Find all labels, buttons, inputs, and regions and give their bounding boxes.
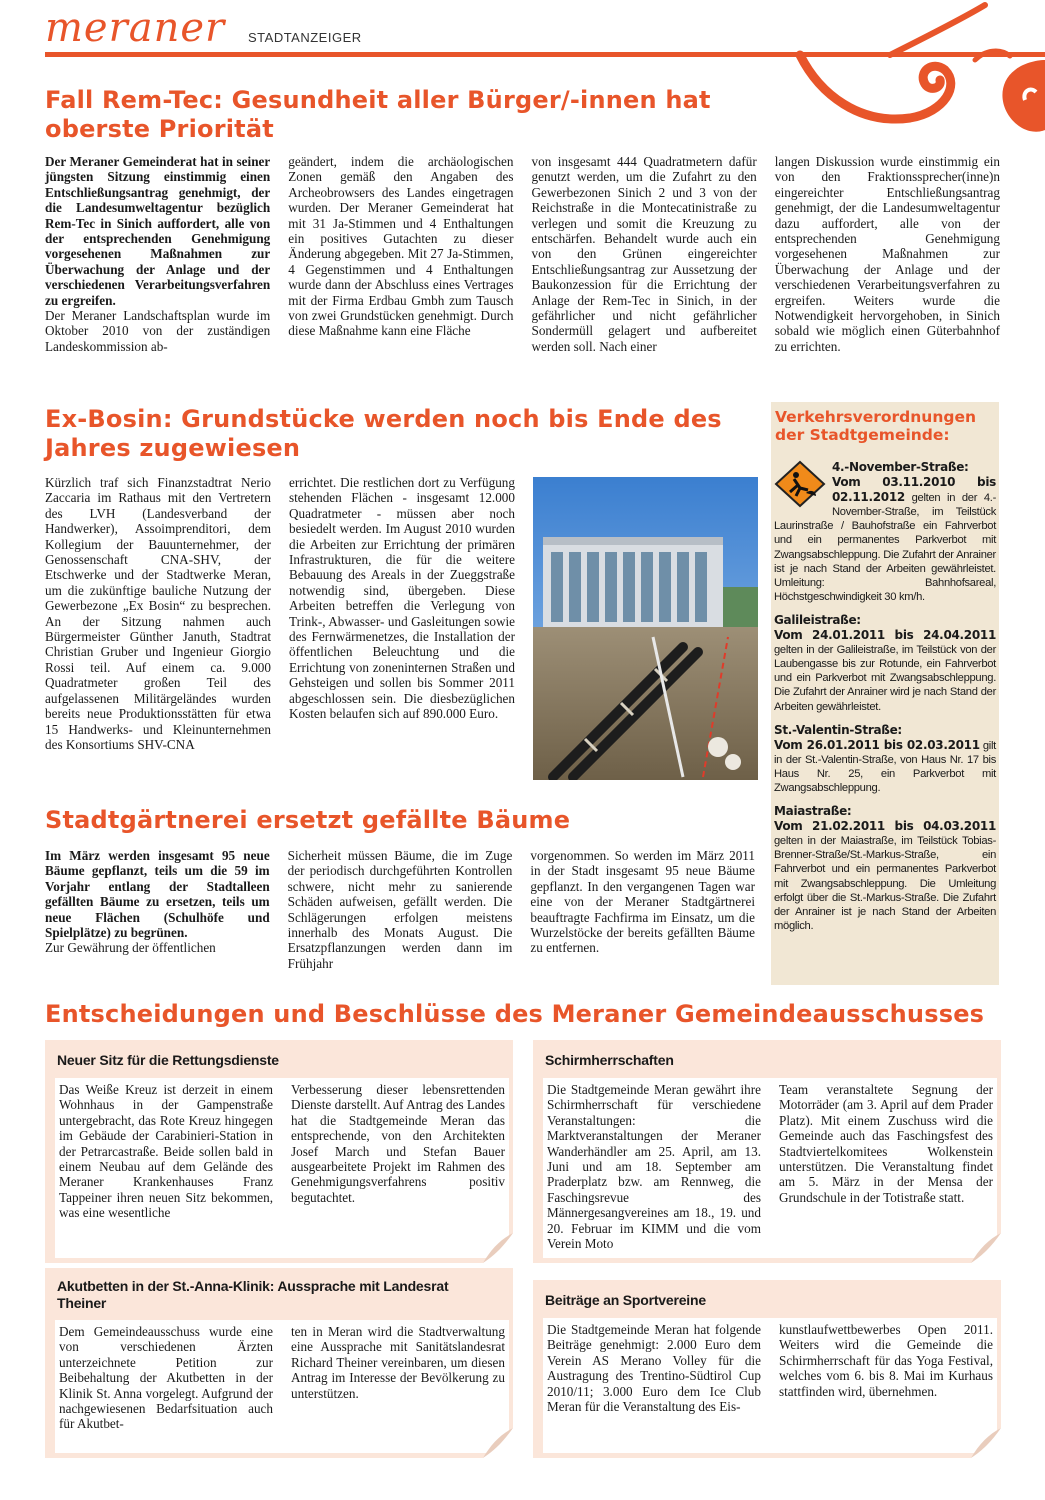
article-2-title: Ex-Bosin: Grundstücke werden noch bis Ende des Jahres zugewiesen [45,405,722,462]
article-1-col1: Der Meraner Landschaftsplan wurde im Oktober 2010 von der zuständigen Landeskommission ab- [45,308,271,354]
notice-dates: Vom 24.01.2011 bis 24.04.2011 [774,628,996,643]
notice-text: gelten in der Maiastraße, im Teilstück Tobias-Brenner-Straße/St.-Markus-Straße, ein Fahrverbot und ein permanentes Parkverbot mit Zwangsabschleppung. Die Umleitung erfolgt über die St.-Markus-Straße. Die Zufahrt der Anrainer ist je nach Stand der Arbeiten möglich. [774,835,996,932]
info-box-rescue-services [45,1040,513,1263]
notice-item [774,460,996,604]
notice-street: Galileistraße: [774,612,861,627]
notice-street: Maiastraße: [774,804,852,819]
article-3-title: Stadtgärtnerei ersetzt gefällte Bäume [45,806,571,834]
traffic-notices-box [771,402,999,985]
info-box-col1: Die Stadtgemeinde Meran hat folgende Beiträge genehmigt: 2.000 Euro dem Verein AS Merano Volley für die Austragung des Trentino-Südtirol Cup 2010/11; 3.000 Euro dem Ice Club Meran für die Veranstaltung des Eis- [547,1322,761,1415]
masthead-logo: meraner [45,5,226,51]
article-1-col2: geändert, indem die archäologischen Zonen gemäß den Angaben des Archeobrowsers des Landes eingetragen wurden. Der Meraner Gemeinderat hat mit 31 Ja-Stimmen und 4 Enthaltungen ein positives Gutachten zu dieser Änderung abgegeben. Mit 27 Ja-Stimmen, 4 Gegenstimmen und 4 Enthaltungen wurde dann der Abschluss eines Vertrages mit der Firma Erdbau Gmbh zum Tausch von zwei Grundstücken genehmigt. Durch diese Maßnahme kann eine Fläche [288,154,514,339]
notice-dates: Vom 21.02.2011 bis 04.03.2011 [774,819,996,834]
info-box-acute-beds [45,1268,513,1458]
article-3-col3: vorgenommen. So werden im März 2011 in der Stadt insgesamt 95 neue Bäume gepflanzt. In den vergangenen Tagen war eine von der Meraner Stadtgärtnerei beauftragte Fachfirma im Einsatz, um die Wurzelstöcke der bereits gefällten Bäume zu entfernen. [530,848,756,956]
page-curl-icon [971,1233,1001,1263]
article-3-col1: Zur Gewährung der öffentlichen [45,940,216,956]
info-box-col2: kunstlaufwettbewerbes Open 2011. Weiters wird die Gemeinde die Schirmherrschaft für das Yoga Festival, welches vom 6. bis 8. Mai im Kurhaus stattfinden wird, übernehmen. [779,1322,993,1399]
info-box-patronages [533,1040,1001,1263]
notice-street: St.-Valentin-Straße: [774,722,902,737]
traffic-notices-title: Verkehrsverordnungen der Stadtgemeinde: [775,408,977,444]
article-3-body [45,848,755,971]
article-1-lead: Der Meraner Gemeinderat hat in seiner jüngsten Sitzung einstimmig einen Entschließungsantrag genehmigt, der die Landesumweltagentur bezüglich Rem-Tec in Sinich auffordert, alle von der entsprechenden Genehmigung vorgesehenen Maßnahmen zur Überwachung der Anlage und der verschiedenen Verarbeitungsverfahren zu ergreifen. [45,154,271,308]
roadworks-sign-icon [774,460,826,508]
notice-text: gelten in der 4.-November-Straße, im Teilstück Laurinstraße / Bauhofstraße ein Fahrverbot und ein permanentes Parkverbot mit Zwangsabschleppung. Die Zufahrt der Anrainer ist je nach Stand der Arbeiten gewährleistet. Umleitung: Bahnhofsareal, Höchstgeschwindigkeit 30 km/h. [774,492,996,603]
article-3-lead: Im März werden insgesamt 95 neue Bäume gepflanzt, teils um die 59 im Vorjahr entlang der Stadtalleen gefällten Bäume zu ersetzen, teils um neue Flächen (Schulhöfe und Spielplätze) zu begrünen. [45,848,270,941]
info-box-title: Neuer Sitz für die Rettungsdienste [57,1052,279,1068]
notice-text: gelten in der Galileistraße, im Teilstück von der Laubengasse bis zur Rotunde, ein Fahrverbot und ein Parkverbot mit Zwangsabschleppung. Die Zufahrt der Anrainer wird je nach Stand der Arbeiten gewährleistet. [774,644,996,713]
page-curl-icon [971,1428,1001,1458]
info-box-col1: Dem Gemeindeausschuss wurde eine von verschiedenen Ärzten unterzeichnete Petition zur Beibehaltung der Akutbetten in der Klinik St. Anna vorgelegt. Aufgrund der nachgewiesenen Bedarfsituation auch für Akutbet- [59,1324,273,1432]
article-2-col2: errichtet. Die restlichen dort zu Verfügung stehenden Flächen - insgesamt 12.000 Quadratmeter - müssen aber noch besiedelt werden. Im August 2010 wurden die Arbeiten zur Errichtung der primären Infrastrukturen, die für die weitere Bebauung des Areals in der Zueggstraße notwendig sind, übergeben. Diese Arbeiten betreffen die Verlegung von Trink-, Abwasser- und Gasleitungen sowie des Fernwärmenetzes, die Installation der öffentlichen Beleuchtung und die Errichtung von zoneninternen Straßen und Gehsteigen und sollen bis Sommer 2011 abgeschlossen sein. Die diesbezüglichen Kosten belaufen sich auf 890.000 Euro. [289,475,515,722]
notice-item [774,723,996,795]
article-1-col4: langen Diskussion wurde einstimmig ein von den Fraktionssprecher(inne)n eingereichter Entschließungsantrag genehmigt, der die Landesumweltagentur dazu auffordert, alle von der entsprechenden Genehmigung vorgesehenen Maßnahmen zur Überwachung der Anlage und der verschiedenen Verarbeitungsverfahren zu ergreifen. Weiters wurde die Notwendigkeit hervorgehoben, in Sinich sobald wie möglich einen Güterbahnhof zu errichten. [774,154,1000,354]
info-box-sports-grants [533,1280,1001,1458]
info-box-col2: Verbesserung dieser lebensrettenden Dienste darstellt. Auf Antrag des Landes hat die Stadtgemeinde Meran das entsprechende, von den Architekten Josef March und Stefan Bauer ausgearbeitete Projekt im Rahmen des Genehmigungsverfahrens positiv begutachtet. [291,1082,505,1205]
article-2-body [45,475,515,752]
notice-dates: Vom 03.11.2010 bis 02.11.2012 [832,475,996,505]
article-1-title: Fall Rem-Tec: Gesundheit aller Bürger/-innen hat oberste Priorität [45,86,711,143]
notice-street: 4.-November-Straße: [832,460,969,474]
page-curl-icon [483,1428,513,1458]
construction-site-photo [533,477,758,780]
info-box-col1: Das Weiße Kreuz ist derzeit in einem Wohnhaus in der Gampenstraße untergebracht, das Rote Kreuz hingegen im Gebäude der Carabinieri-Station in der Petrarcastraße. Beide sollen bald in einem Neubau auf dem Gelände des Meraner Krankenhauses Franz Tappeiner ihren neuen Sitz bekommen, was eine wesentliche [59,1082,273,1221]
notice-text: gilt in der St.-Valentin-Straße, von Haus Nr. 17 bis Haus Nr. 25, ein Parkverbot mit Zwangsabschleppung. [774,739,996,794]
article-1-body [45,154,1000,354]
article-3-col2: Sicherheit müssen Bäume, die im Zuge der periodisch durchgeführten Kontrollen schwere, nicht mehr zu sanierende Schäden aufweisen, gefällt werden. Die Schlägerungen erfolgen meistens innerhalb des Monats August. Die Ersatzpflanzungen werden dann im Frühjahr [287,848,513,971]
article-1-col3: von insgesamt 444 Quadratmetern dafür genutzt werden, um die Zufahrt zu den Gewerbezonen Sinich 2 und 3 von der Reichstraße in die Montecatinistraße zu verlegen und somit die Kreuzung zu entschärfen. Behandelt wurde auch ein von den Grünen eingereichter Entschließungsantrag zur Aussetzung der Baukonzession für die Errichtung der Anlage der Rem-Tec in Sinich, in der gefährlicher und nicht gefährlicher Sondermüll gelagert und aufbereitet werden soll. Nach einer [531,154,757,354]
ornament-flourish [760,0,1045,150]
notice-dates: Vom 26.01.2011 bis 02.03.2011 [774,737,980,752]
info-box-title: Schirmherrschaften [545,1052,674,1068]
info-box-title: Akutbetten in der St.-Anna-Klinik: Aussprache mit Landesrat Theiner [57,1278,449,1311]
info-box-title: Beiträge an Sportvereine [545,1292,706,1308]
section-4-title: Entscheidungen und Beschlüsse des Meraner Gemeindeausschusses [45,1000,985,1028]
notice-item [774,804,996,933]
page-curl-icon [483,1233,513,1263]
masthead-subtitle: STADTANZEIGER [248,30,362,45]
notice-item [774,613,996,714]
info-box-col2: ten in Meran wird die Stadtverwaltung eine Aussprache mit Sanitätslandesrat Richard Theiner vereinbaren, um diesen Antrag im Interesse der Bevölkerung zu unterstützen. [291,1324,505,1401]
article-2-col1: Kürzlich traf sich Finanzstadtrat Nerio Zaccaria im Rathaus mit den Vertretern des LVH (Landesverband der Handwerker), Assoimprenditori, dem Kollegium der Bauunternehmer, der Genossenschaft CNA-SHV, der Etschwerke und der Stadtwerke Meran, um die zukünftige bauliche Nutzung der Gewerbezone „Ex Bosin“ zu besprechen. An der Sitzung nahmen auch Bürgermeister Günther Januth, Stadtrat Christian Gruber und Ingenieur Giorgio Rossi teil. Auf einem ca. 9.000 Quadratmeter großen Teil des aufgelassenen Militärgeländes wurden bereits neue Produktionsstätten für etwa 15 Handwerks- und Kleinunternehmen des Konsortiums SHV-CNA [45,475,271,752]
info-box-col2: Team veranstaltete Segnung der Motorräder (am 3. April auf dem Prader Platz). Mit einem Zuschuss wird die Gemeinde auch das Faschingsfest des Stadtviertelkomitees Wolkenstein unterstützen. Die Veranstaltung findet am 5. März in der Mensa der Grundschule in der Totistraße statt. [779,1082,993,1205]
info-box-col1: Die Stadtgemeinde Meran gewährt ihre Schirmherrschaft für verschiedene Veranstaltungen: die Marktveranstaltungen der Meraner Wanderhändler am 25. April, am 13. Juni und am 18. September am Praderplatz bzw. am Rennweg, die Faschingsrevue des Männergesangvereines am 18., 19. und 20. Februar im KIMM und die vom Verein Moto [547,1082,761,1252]
